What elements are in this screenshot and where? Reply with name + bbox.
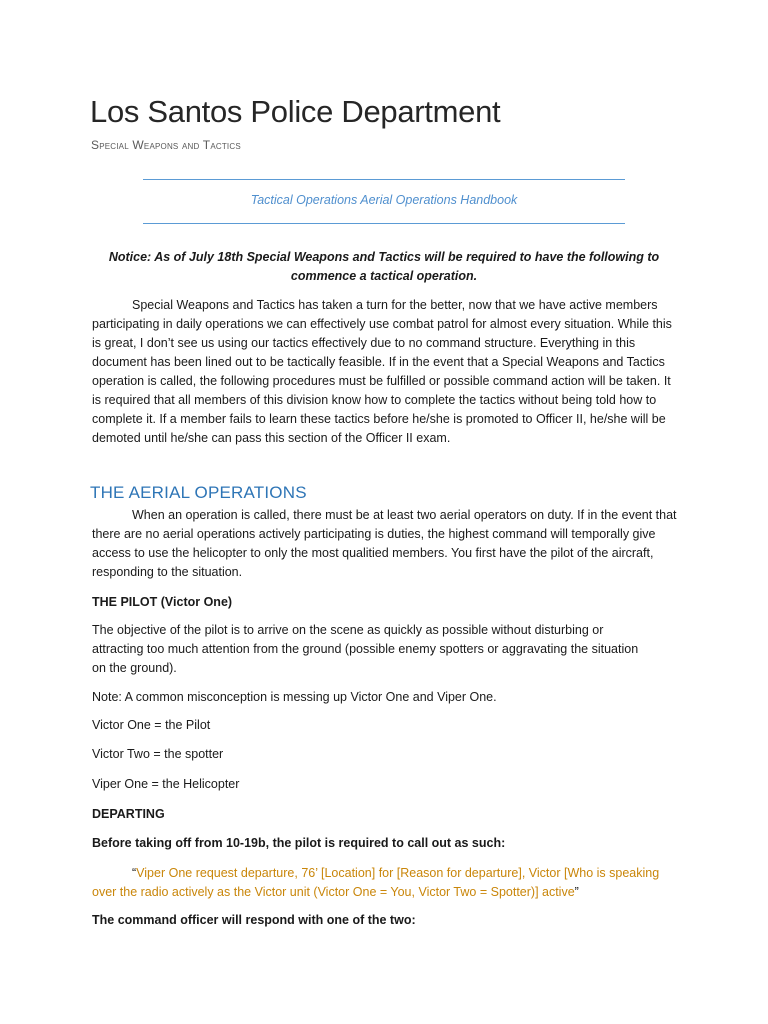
radio-call-quote — [92, 864, 682, 902]
departing-heading: DEPARTING — [92, 807, 165, 821]
quote-open-mark: “ — [132, 866, 137, 880]
aerial-paragraph: When an operation is called, there must be at least two aerial operators on duty. If in the event that there are no aerial operations actively participating is duties, the highest command will temporally give access to use the helicopter to only the most qualitied members. You first have the pilot of the aircraft, responding to the situation. — [92, 508, 677, 579]
viper-one-definition: Viper One = the Helicopter — [92, 777, 240, 791]
quote-close-mark: ” — [574, 885, 579, 899]
divider-bottom — [143, 223, 625, 224]
command-response-text: The command officer will respond with one of the two: — [92, 913, 416, 927]
divider-top — [143, 179, 625, 180]
pilot-paragraph: The objective of the pilot is to arrive on the scene as quickly as possible without disturbing or attracting too much attention from the ground (possible enemy spotters or aggravating the situation on the ground). — [92, 623, 639, 675]
radio-call-text: Viper One request departure, 76’ [Location] for [Reason for departure], Victor [Who is speaking over the radio actively as the Victor unit (Victor One = You, Victor Two = Spotter)] active — [92, 866, 660, 899]
section-heading-aerial: THE AERIAL OPERATIONS — [90, 483, 307, 502]
handbook-title: Tactical Operations Aerial Operations Handbook — [250, 193, 518, 207]
pilot-note: Note: A common misconception is messing up Victor One and Viper One. — [92, 690, 497, 704]
page-title: Los Santos Police Department — [90, 94, 501, 129]
victor-two-definition: Victor Two = the spotter — [92, 747, 224, 761]
victor-one-definition: Victor One = the Pilot — [92, 718, 211, 732]
pilot-heading: THE PILOT (Victor One) — [92, 595, 233, 609]
intro-paragraph: Special Weapons and Tactics has taken a turn for the better, now that we have active members participating in daily operations we can effectively use combat patrol for almost every situation. While this is great, I don’t see us using our tactics effectively due to no command structure. Everything in this document has been lined out to be tactically feasible. If in the event that a Special Weapons and Tactics operation is called, the following procedures must be fulfilled or possible command action will be taken. It is required that all members of this division know how to complete the tactics without being told how to complete it. If a member fails to learn these tactics before he/she is promoted to Officer II, he/she will be demoted until he/she can pass this section of the Officer II exam. — [92, 298, 672, 445]
page-subtitle: Special Weapons and Tactics — [91, 138, 241, 152]
departing-intro: Before taking off from 10-19b, the pilot is required to call out as such: — [92, 836, 506, 850]
notice-text: Notice: As of July 18th Special Weapons and Tactics will be required to have the following to commence a tactical operation. — [108, 250, 660, 283]
